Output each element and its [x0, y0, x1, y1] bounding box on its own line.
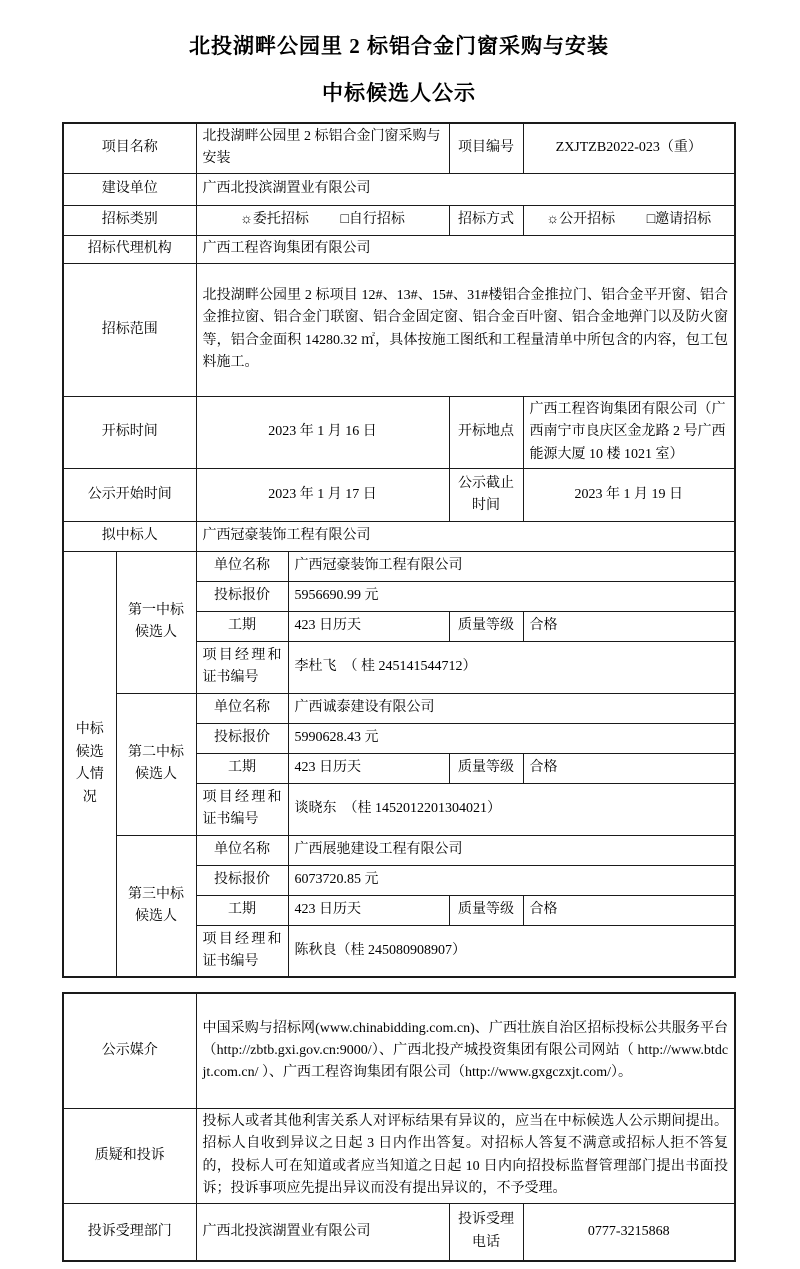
row-project-name — [63, 123, 735, 173]
complaint-phone-value: 0777-3215868 — [523, 1203, 735, 1261]
candidate1-quality-label: 质量等级 — [449, 611, 523, 641]
project-info-table — [62, 122, 736, 978]
candidate3-name-value: 广西展驰建设工程有限公司 — [288, 835, 735, 865]
candidate3-price-label: 投标报价 — [196, 865, 288, 895]
tender-category-options — [196, 205, 449, 235]
candidate3-rank-label: 第三中标候选人 — [116, 835, 196, 977]
row-complaint — [63, 1203, 735, 1261]
row-publicity-period — [63, 468, 735, 521]
project-name-label: 项目名称 — [63, 123, 196, 173]
candidate1-duration-label: 工期 — [196, 611, 288, 641]
open-time-label: 开标时间 — [63, 396, 196, 468]
candidate2-rank-label: 第二中标候选人 — [116, 693, 196, 835]
candidate1-name-label: 单位名称 — [196, 551, 288, 581]
candidate2-duration-value: 423 日历天 — [288, 753, 449, 783]
candidates-section-label: 中标候选人情况 — [63, 551, 116, 977]
candidate2-manager-label: 项目经理和证书编号 — [196, 783, 288, 835]
candidate3-quality-value: 合格 — [523, 895, 735, 925]
publicity-start-label: 公示开始时间 — [63, 468, 196, 521]
proposed-winner-label: 拟中标人 — [63, 521, 196, 551]
proposed-winner-value: 广西冠豪装饰工程有限公司 — [196, 521, 735, 551]
candidate1-manager-label: 项目经理和证书编号 — [196, 641, 288, 693]
publicity-info-table — [62, 992, 736, 1262]
candidate1-manager-value: 李杜飞 （ 桂 245141544712） — [288, 641, 735, 693]
row-owner — [63, 173, 735, 205]
objection-label: 质疑和投诉 — [63, 1108, 196, 1203]
candidate2-manager-value: 谈晓东 （桂 1452012201304021） — [288, 783, 735, 835]
candidate3-duration-label: 工期 — [196, 895, 288, 925]
owner-label: 建设单位 — [63, 173, 196, 205]
candidate1-duration-value: 423 日历天 — [288, 611, 449, 641]
tender-method-label: 招标方式 — [449, 205, 523, 235]
candidate3-name-label: 单位名称 — [196, 835, 288, 865]
candidate2-name-label: 单位名称 — [196, 693, 288, 723]
candidate3-name-row — [63, 835, 735, 865]
media-value: 中国采购与招标网(www.chinabidding.com.cn)、广西壮族自治区招标投标公共服务平台（http://zbtb.gxi.gov.cn:9000/）、广西北投产城投资集团有限公司网站（ http://www.btdcjt.com.cn/ ）、广西工程咨询集团有限公司（http://www.gxgczxjt.com/）。 — [196, 993, 735, 1108]
project-name-value: 北投湖畔公园里 2 标铝合金门窗采购与安装 — [196, 123, 449, 173]
candidate2-price-label: 投标报价 — [196, 723, 288, 753]
publicity-end-value: 2023 年 1 月 19 日 — [523, 468, 735, 521]
row-media — [63, 993, 735, 1108]
candidate2-price-value: 5990628.43 元 — [288, 723, 735, 753]
open-place-label: 开标地点 — [449, 396, 523, 468]
document-title-line2: 中标候选人公示 — [322, 81, 476, 105]
candidate3-price-value: 6073720.85 元 — [288, 865, 735, 895]
document-title-line1: 北投湖畔公园里 2 标铝合金门窗采购与安装 — [189, 34, 609, 58]
complaint-dept-value: 广西北投滨湖置业有限公司 — [196, 1203, 449, 1261]
tender-category-label: 招标类别 — [63, 205, 196, 235]
agency-value: 广西工程咨询集团有限公司 — [196, 235, 735, 263]
candidate3-quality-label: 质量等级 — [449, 895, 523, 925]
row-tender-category — [63, 205, 735, 235]
row-agency — [63, 235, 735, 263]
candidate2-quality-value: 合格 — [523, 753, 735, 783]
publicity-end-label: 公示截止时间 — [449, 468, 523, 521]
candidate1-rank-label: 第一中标候选人 — [116, 551, 196, 693]
row-bid-opening — [63, 396, 735, 468]
publicity-start-value: 2023 年 1 月 17 日 — [196, 468, 449, 521]
tender-method-options — [523, 205, 735, 235]
method-option-unchecked: □邀请招标 — [646, 212, 712, 228]
row-proposed-winner — [63, 521, 735, 551]
open-place-value: 广西工程咨询集团有限公司（广西南宁市良庆区金龙路 2 号广西能源大厦 10 楼 1021 室） — [523, 396, 735, 468]
candidate3-manager-value: 陈秋良（桂 245080908907） — [288, 925, 735, 977]
open-time-value: 2023 年 1 月 16 日 — [196, 396, 449, 468]
scope-label: 招标范围 — [63, 263, 196, 396]
owner-value: 广西北投滨湖置业有限公司 — [196, 173, 735, 205]
row-scope — [63, 263, 735, 396]
candidate1-name-row — [63, 551, 735, 581]
candidate2-name-row — [63, 693, 735, 723]
candidate2-name-value: 广西诚泰建设有限公司 — [288, 693, 735, 723]
candidate1-name-value: 广西冠豪装饰工程有限公司 — [288, 551, 735, 581]
complaint-phone-label: 投诉受理电话 — [449, 1203, 523, 1261]
agency-label: 招标代理机构 — [63, 235, 196, 263]
candidate2-duration-label: 工期 — [196, 753, 288, 783]
candidate1-quality-value: 合格 — [523, 611, 735, 641]
project-code-label: 项目编号 — [449, 123, 523, 173]
scope-value: 北投湖畔公园里 2 标项目 12#、13#、15#、31#楼铝合金推拉门、铝合金平开窗、铝合金推拉窗、铝合金门联窗、铝合金固定窗、铝合金百叶窗、铝合金地弹门以及防火窗等，铝合金面积 14280.32 ㎡，具体按施工图纸和工程量清单中所包含的内容，包工包料施工。 — [196, 263, 735, 396]
row-objection — [63, 1108, 735, 1203]
candidate1-price-value: 5956690.99 元 — [288, 581, 735, 611]
candidate3-manager-label: 项目经理和证书编号 — [196, 925, 288, 977]
complaint-dept-label: 投诉受理部门 — [63, 1203, 196, 1261]
candidate2-quality-label: 质量等级 — [449, 753, 523, 783]
method-option-checked: ☼公开招标 — [546, 212, 616, 228]
media-label: 公示媒介 — [63, 993, 196, 1108]
candidate1-price-label: 投标报价 — [196, 581, 288, 611]
category-option-checked: ☼委托招标 — [240, 212, 309, 228]
category-option-unchecked: □自行招标 — [340, 212, 405, 228]
project-code-value: ZXJTZB2022-023（重） — [523, 123, 735, 173]
objection-value: 投标人或者其他利害关系人对评标结果有异议的，应当在中标候选人公示期间提出。招标人自收到异议之日起 3 日内作出答复。对招标人答复不满意或招标人拒不答复的，投标人可在知道或者应当知道之日起 10 日内向招投标监督管理部门提出书面投诉；投诉事项应先提出异议而没有提出异议的，不予受理。 — [196, 1108, 735, 1203]
candidate3-duration-value: 423 日历天 — [288, 895, 449, 925]
